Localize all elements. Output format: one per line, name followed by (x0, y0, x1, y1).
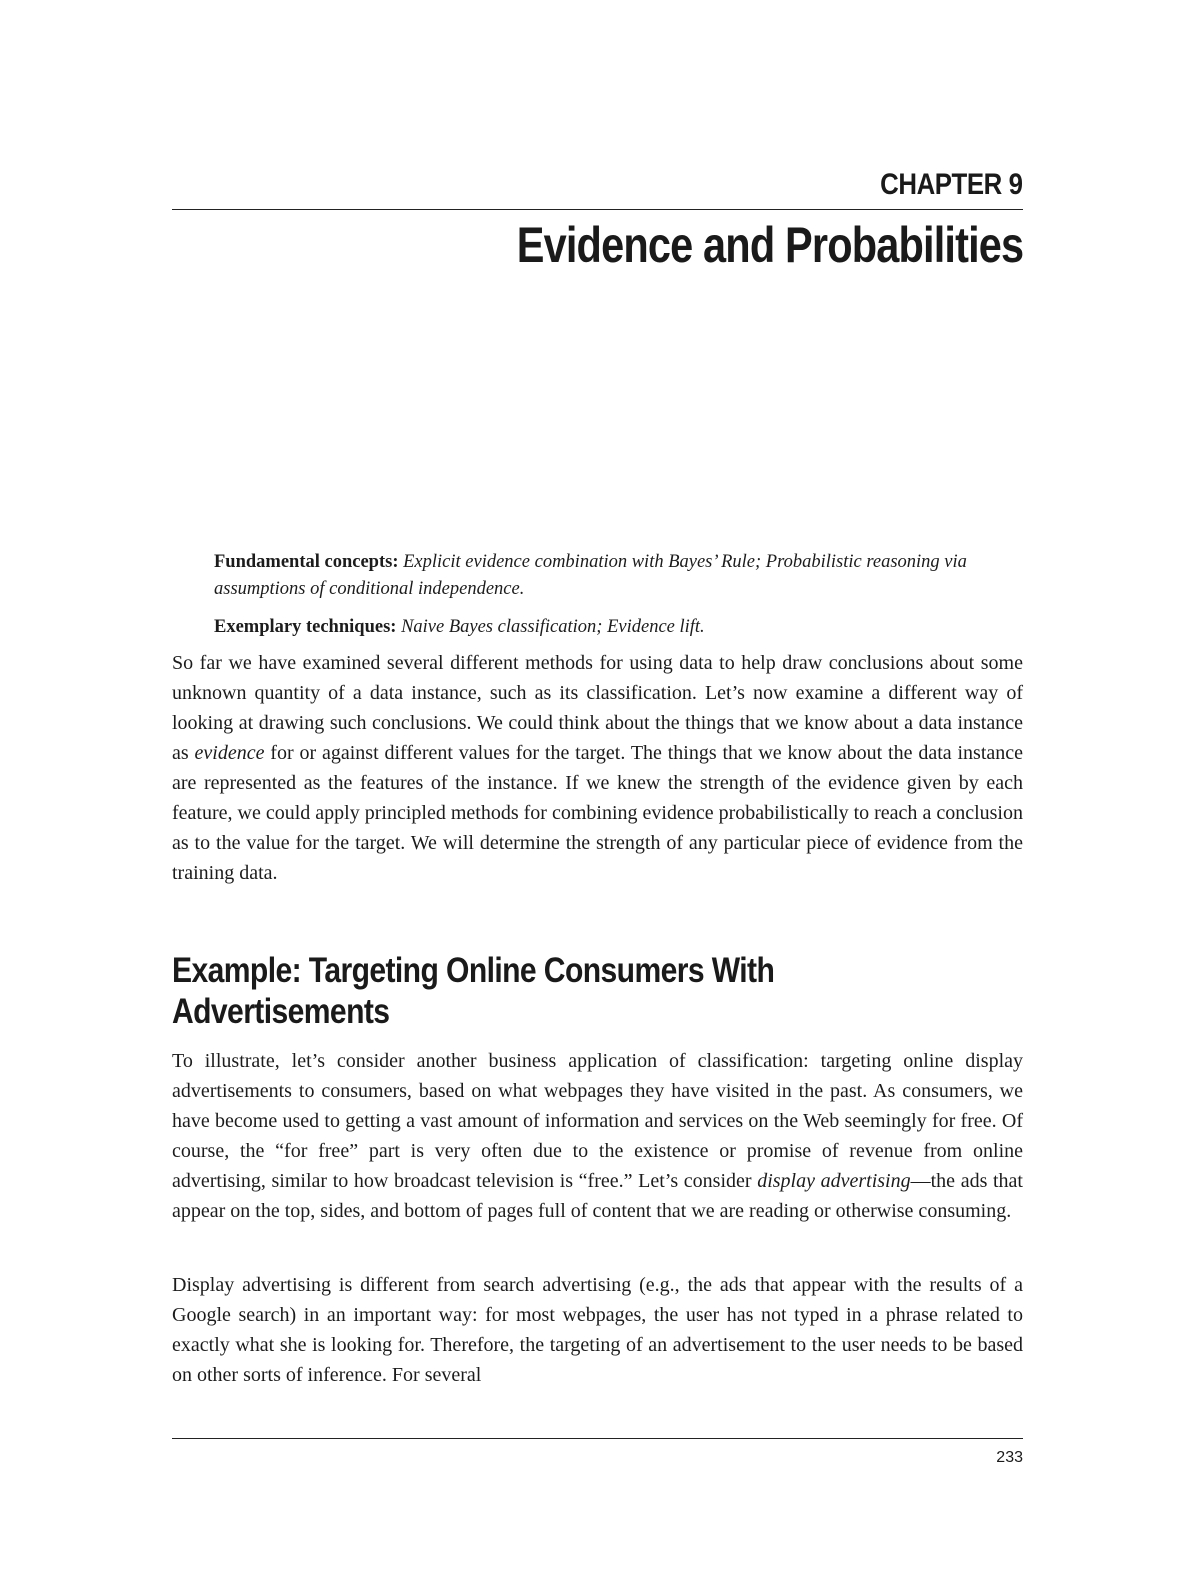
chapter-label: CHAPTER 9 (880, 168, 1023, 201)
section-para1-text-1: To illustrate, let’s consider another business application of classification: targeting online display advertisements to consumers, based on what webpages they have visited in the past. As consumers, we have become used to getting a vast amount of information and services on the Web seemingly for free. Of course, the “for free” part is very often due to the existence or promise of revenue from online advertising, similar to how broadcast television is “free.” Let’s consider (172, 1050, 1023, 1192)
exemplary-techniques (214, 614, 984, 641)
section-paragraph-2: Display advertising is different from search advertising (e.g., the ads that appear with the results of a Google search) in an important way: for most webpages, the user has not typed in a phrase related to exactly what she is looking for. Therefore, the targeting of an advertisement to the user needs to be based on other sorts of inference. For several (172, 1274, 1023, 1386)
section-heading-line-1: Example: Targeting Online Consumers With (172, 951, 775, 990)
fundamental-concepts-text: Explicit evidence combination with Bayes’ Rule; Probabilistic reasoning via assumptions of conditional independence. (214, 552, 967, 599)
chapter-title: Evidence and Probabilities (516, 217, 1023, 273)
fundamental-concepts (214, 549, 984, 603)
intro-text-1: So far we have examined several different methods for using data to help draw conclusions about some unknown quantity of a data instance, such as its classification. Let’s now examine a different way of looking at drawing such conclusions. We could think about the things that we know about a data instance as (172, 652, 1023, 764)
section-heading-line-2: Advertisements (172, 992, 390, 1031)
section-para1-emphasis: display advertising (757, 1170, 911, 1192)
section-para1-text-2: —the ads that appear on the top, sides, and bottom of pages full of content that we are reading or otherwise consuming. (172, 1170, 1023, 1222)
page-number: 233 (996, 1449, 1023, 1466)
footer-rule (172, 1438, 1023, 1439)
intro-paragraph (172, 648, 1023, 888)
exemplary-techniques-label: Exemplary techniques: (214, 617, 397, 637)
section-paragraph-1 (172, 1046, 1023, 1226)
fundamental-concepts-label: Fundamental concepts: (214, 552, 399, 572)
section-heading (172, 950, 1023, 1032)
chapter-concepts (214, 549, 984, 652)
chapter-rule (172, 209, 1023, 210)
exemplary-techniques-text: Naive Bayes classification; Evidence lift. (401, 617, 705, 637)
intro-text-2: for or against different values for the target. The things that we know about the data instance are represented as the features of the instance. If we knew the strength of the evidence given by each feature, we could apply principled methods for combining evidence probabilistically to reach a conclusion as to the value for the target. We will determine the strength of any particular piece of evidence from the training data. (172, 742, 1024, 884)
intro-emphasis: evidence (194, 742, 265, 764)
